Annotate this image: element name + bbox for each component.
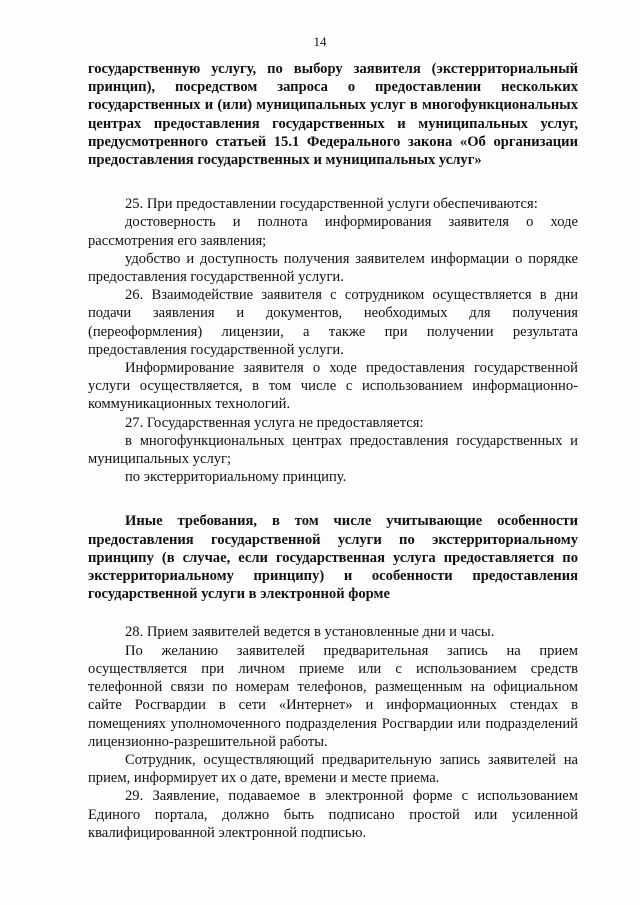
paragraph: 27. Государственная услуга не предоставляется:	[125, 414, 424, 431]
paragraph: 26. Взаимодействие заявителя с сотрудником осуществляется в дни подачи заявления и документов, необходимых для получения (переоформления) лицензии, а также при получении результата предоставления государственной услуги.	[88, 287, 578, 358]
document-body	[88, 60, 578, 842]
paragraph: 29. Заявление, подаваемое в электронной форме с использованием Единого портала, должно быть подписано простой или усиленной квалифицированной электронной подписью.	[88, 788, 578, 841]
paragraph: 28. Прием заявителей ведется в установленные дни и часы.	[125, 624, 495, 641]
paragraph: по экстерриториальному принципу.	[125, 469, 347, 486]
page-number: 14	[313, 34, 327, 49]
paragraph: Информирование заявителя о ходе предоставления государственной услуги осуществляется, в том числе с использованием информационно-коммуникационных технологий.	[88, 360, 578, 413]
paragraph: 25. При предоставлении государственной услуги обеспечиваются:	[125, 196, 538, 213]
spacer	[88, 486, 578, 512]
paragraph: Сотрудник, осуществляющий предварительную запись заявителей на прием, информирует их о дате, времени и месте приема.	[88, 751, 578, 787]
section-heading: Иные требования, в том числе учитывающие особенности предоставления государственной услуги по экстерриториальному принципу (в случае, если государственная услуга предоставляется по экстерриториальному принципу) и особенности предоставления государственной услуги в электронной форме	[88, 513, 578, 603]
spacer	[88, 169, 578, 195]
paragraph: удобство и доступность получения заявителем информации о порядке предоставления государственной услуги.	[88, 250, 578, 286]
spacer	[88, 603, 578, 623]
paragraph: достоверность и полнота информирования заявителя о ходе рассмотрения его заявления;	[88, 214, 578, 249]
paragraph: По желанию заявителей предварительная запись на прием осуществляется при личном приеме или с использованием средств телефонной связи по номерам телефонов, размещенным на официальном сайте Росгвардии в сети «Интернет» и информационных стендах в помещениях уполномоченного подразделения Росгвардии или подразделений лицензионно-разрешительной работы.	[88, 642, 578, 750]
intro-heading: государственную услугу, по выбору заявителя (экстерриториальный принцип), посредством запроса о предоставлении нескольких государственных и (или) муниципальных услуг в многофункциональных центрах предоставления государственных и муниципальных услуг, предусмотренного статьей 15.1 Федерального закона «Об организации предоставления государственных и муниципальных услуг»	[88, 61, 578, 169]
paragraph: в многофункциональных центрах предоставления государственных и муниципальных услуг;	[88, 432, 578, 468]
